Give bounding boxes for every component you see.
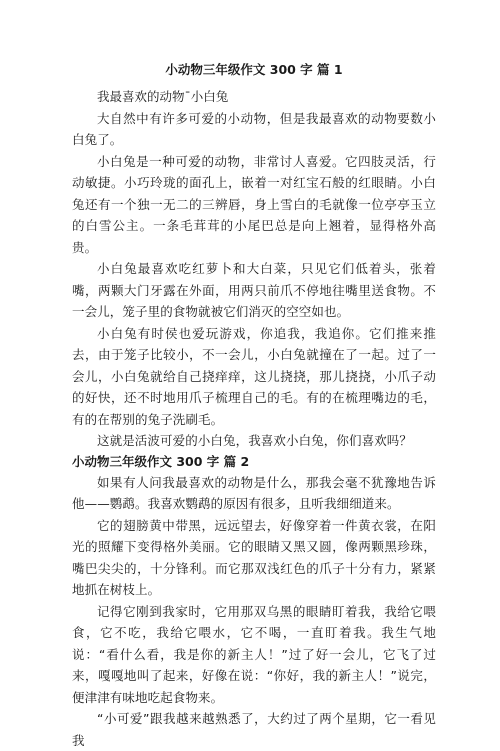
essay-2-paragraph: 记得它刚到我家时，它用那双乌黑的眼睛盯着我，我给它喂食，它不吃，我给它喂水，它不喝，一直盯着我。我生气地说：“看什么看，我是你的新主人！”过了好一会儿，它飞了过来，嘎嘎地叫了起来，好像在说：“你好，我的新主人！”说完，便津津有味地吃起食物来。 [72, 603, 436, 705]
essay-2-heading: 小动物三年级作文 300 字 篇 2 [72, 453, 250, 469]
essay-2-paragraph: 如果有人问我最喜欢的动物是什么，那我会毫不犹豫地告诉他——鹦鹉。我喜欢鹦鹉的原因有很多，且听我细细道来。 [72, 474, 436, 511]
essay-1-paragraph: 小白兔有时侯也爱玩游戏，你追我，我追你。它们推来推去，由于笼子比较小，不一会儿，小白兔就撞在了一起。过了一会儿，小白兔就给自己挠痒痒，这儿挠挠，那儿挠挠，小爪子动的好快，还不时地用爪子梳理自己的毛。有的在梳理嘴边的毛，有的在帮别的兔子洗刷毛。 [72, 325, 436, 427]
essay-1-paragraph: 小白兔最喜欢吃红萝卜和大白菜，只见它们低着头，张着嘴，两颗大门牙露在外面，用两只前爪不停地往嘴里送食物。不一会儿，笼子里的食物就被它们消灭的空空如也。 [72, 261, 436, 319]
essay-1-subtitle: 我最喜欢的动物¯小白兔 [97, 89, 229, 104]
essay-2-paragraph: “小可爱”跟我越来越熟悉了，大约过了两个星期，它一看见我 [72, 711, 436, 748]
essay-1-paragraph: 大自然中有许多可爱的小动物，但是我最喜欢的动物要数小白兔了。 [72, 110, 436, 147]
essay-1-paragraph: 这就是活波可爱的小白兔，我喜欢小白兔，你们喜欢吗？ [97, 433, 413, 448]
document-title: 小动物三年级作文 300 字 篇 1 [165, 62, 343, 77]
essay-2-paragraph: 它的翅膀黄中带黑，远远望去，好像穿着一件黄衣裳，在阳光的照耀下变得格外美丽。它的眼睛又黑又圆，像两颗黑珍珠，嘴巴尖尖的，十分锋利。而它那双浅红色的爪子十分有力，紧紧地抓在树枝上。 [72, 517, 436, 597]
essay-1-paragraph: 小白兔是一种可爱的动物，非常讨人喜爱。它四肢灵活，行动敏捷。小巧玲珑的面孔上，嵌着一对红宝石般的红眼睛。小白兔还有一个独一无二的三辨唇，身上雪白的毛就像一位亭亭玉立的白雪公主。一条毛茸茸的小尾巴总是向上翘着，显得格外高贵。 [72, 153, 436, 255]
